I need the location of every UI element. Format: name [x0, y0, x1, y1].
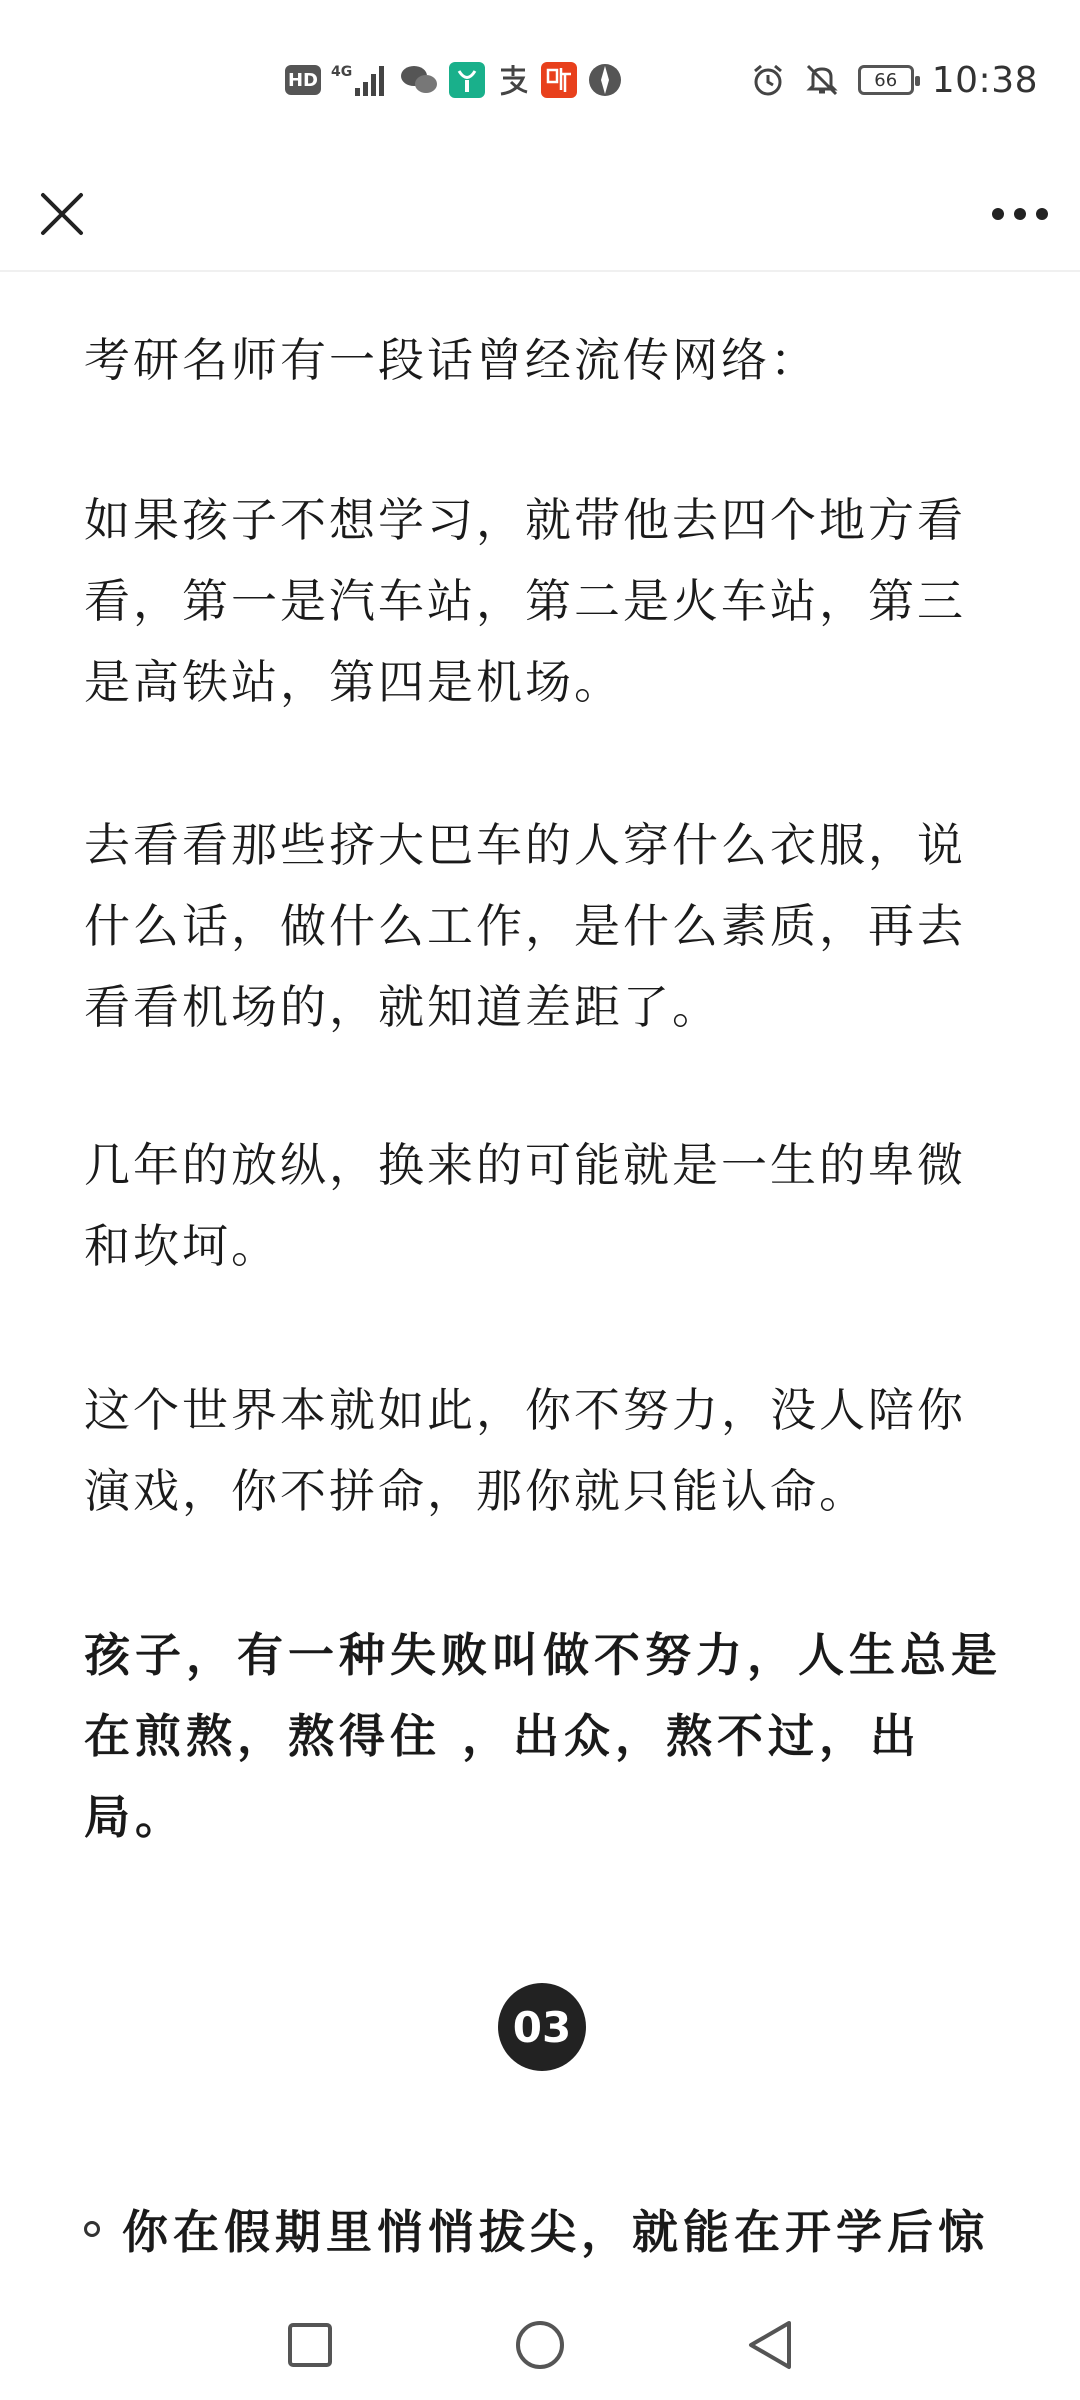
browser-icon: [587, 60, 623, 100]
system-navigation-bar: [0, 2290, 1080, 2400]
bullet-text: 你在假期里悄悄拔尖，就能在开学后惊: [122, 2205, 989, 2259]
ting-icon: [541, 60, 577, 100]
bullet-list-item: [84, 2188, 1080, 2270]
article-bold-paragraph: 孩子，有一种失败叫做不努力，人生总是在煎熬，熬得住 ，出众，熬不过，出局。: [84, 1628, 1002, 1844]
battery-icon: 66: [858, 65, 914, 95]
article-paragraph: 去看看那些挤大巴车的人穿什么衣服，说什么话，做什么工作，是什么素质，再去看看机场的，就知道差距了。: [84, 818, 966, 1034]
more-icon: [991, 207, 1049, 221]
article-nav-bar: [0, 160, 1080, 272]
back-button[interactable]: [735, 2310, 805, 2380]
article-paragraph: 如果孩子不想学习，就带他去四个地方看看，第一是汽车站，第二是火车站，第三是高铁站，第四是机场。: [84, 493, 966, 709]
status-bar: [0, 0, 1080, 160]
svg-text:4G: 4G: [331, 64, 353, 80]
close-button[interactable]: [30, 182, 94, 246]
recent-apps-button[interactable]: [275, 2310, 345, 2380]
wechat-icon: [399, 60, 439, 100]
article-paragraph: 这个世界本就如此，你不努力，没人陪你演戏，你不拼命，那你就只能认命。: [84, 1383, 966, 1518]
article-paragraph: 几年的放纵，换来的可能就是一生的卑微和坎坷。: [84, 1138, 966, 1273]
circle-icon: [514, 2319, 566, 2371]
mute-icon: [804, 60, 840, 100]
clock-time: 10:38: [931, 59, 1038, 101]
section-number-badge: 03: [498, 1983, 586, 2071]
alipay-icon: [495, 60, 531, 100]
alarm-icon: [750, 60, 786, 100]
hd-icon: HD: [285, 65, 321, 95]
status-icons-right: [750, 56, 1038, 104]
close-icon: [39, 191, 85, 237]
article-paragraph: 考研名师有一段话曾经流传网络：: [84, 333, 819, 387]
home-button[interactable]: [505, 2310, 575, 2380]
status-icons-left: [285, 56, 623, 104]
bullet-circle-icon: [84, 2221, 100, 2237]
more-options-button[interactable]: [988, 182, 1052, 246]
back-triangle-icon: [745, 2319, 795, 2371]
app-icon: [449, 60, 485, 100]
square-icon: [286, 2321, 334, 2369]
signal-icon: [331, 60, 389, 100]
